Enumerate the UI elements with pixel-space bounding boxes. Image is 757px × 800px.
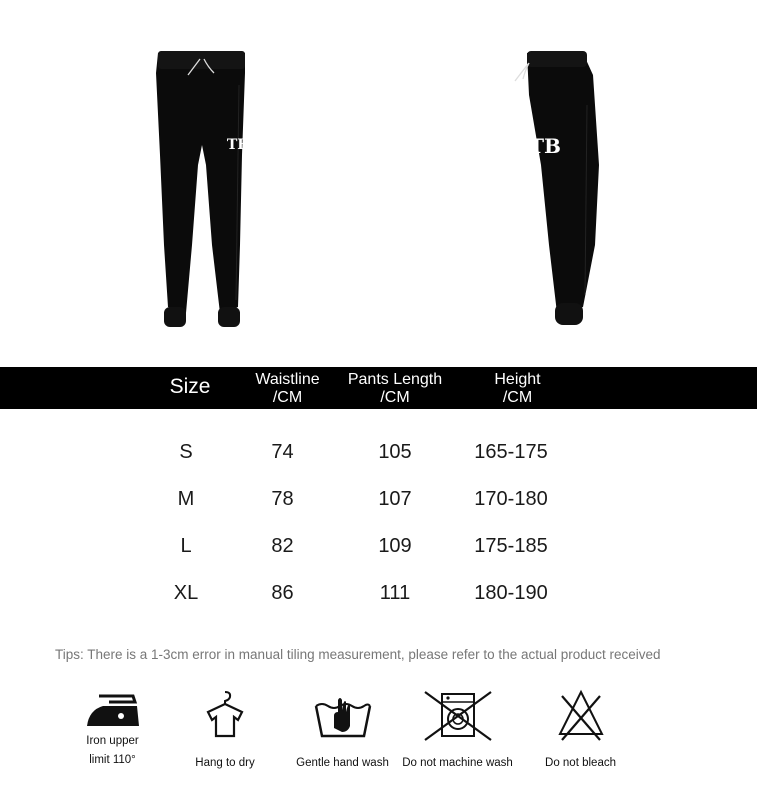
care-hang	[180, 688, 270, 773]
cell-waist: 82	[271, 535, 294, 557]
header-pants-length	[340, 371, 450, 407]
hang-label: Hang to dry	[195, 757, 255, 769]
hang-dry-icon	[200, 688, 250, 744]
cell-height: 165-175	[474, 441, 548, 463]
hand-wash-label: Gentle hand wash	[296, 757, 389, 769]
cell-size: S	[179, 441, 193, 463]
iron-icon	[83, 688, 143, 732]
cell-height: 180-190	[474, 582, 548, 604]
no-machine-wash-icon	[423, 688, 493, 744]
hand-wash-icon	[312, 688, 374, 744]
cell-waist: 78	[271, 488, 294, 510]
cell-size: M	[177, 488, 195, 510]
product-logo-side: TB	[529, 134, 561, 158]
cell-length: 107	[378, 488, 412, 510]
measurement-tips: Tips: There is a 1-3cm error in manual tiling measurement, please refer to the actual product received	[55, 647, 661, 662]
table-row	[0, 578, 757, 608]
cell-length: 109	[378, 535, 412, 557]
cell-size: XL	[173, 582, 199, 604]
header-waistline	[240, 371, 335, 407]
cell-length: 105	[378, 441, 412, 463]
header-waistline-label: Waistline	[255, 371, 320, 388]
no-machine-wash-label: Do not machine wash	[402, 757, 513, 769]
iron-label-2: limit 110°	[89, 754, 136, 766]
table-row	[0, 437, 757, 467]
table-row	[0, 484, 757, 514]
no-bleach-icon	[556, 688, 606, 744]
care-no-bleach	[528, 688, 633, 773]
no-bleach-label: Do not bleach	[545, 757, 616, 769]
iron-label-1: Iron upper	[86, 735, 139, 747]
size-table-header	[0, 367, 757, 409]
header-waistline-unit: /CM	[272, 389, 303, 406]
care-no-machine-wash	[395, 688, 520, 773]
care-iron	[70, 688, 155, 770]
cell-height: 175-185	[474, 535, 548, 557]
cell-waist: 74	[271, 441, 294, 463]
cell-height: 170-180	[474, 488, 548, 510]
header-pants-length-unit: /CM	[380, 389, 410, 406]
cell-waist: 86	[271, 582, 294, 604]
header-pants-length-label: Pants Length	[347, 371, 443, 388]
product-photo-front	[150, 45, 255, 335]
header-height-unit: /CM	[502, 389, 533, 406]
header-height-label: Height	[494, 371, 541, 388]
table-row	[0, 531, 757, 561]
header-size: Size	[169, 375, 211, 398]
cell-size: L	[180, 535, 192, 557]
care-hand-wash	[285, 688, 400, 773]
product-logo-front: TB	[226, 137, 250, 153]
header-height	[465, 371, 570, 407]
cell-length: 111	[379, 582, 411, 604]
product-photo-side	[505, 45, 605, 335]
